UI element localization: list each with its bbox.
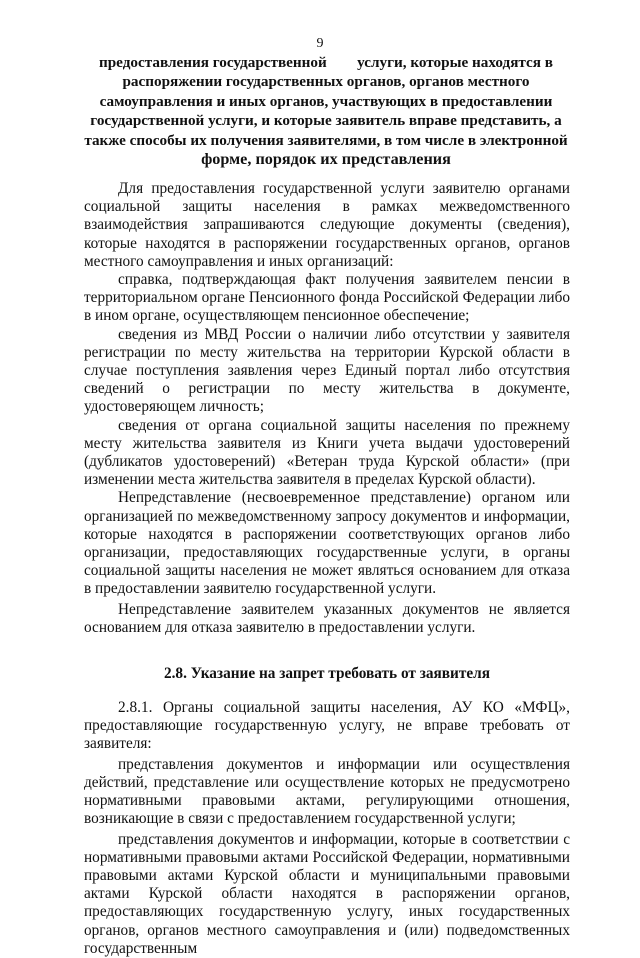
- paragraph: Непредставление заявителем указанных документов не является основанием для отказа заявителю в предоставлении услуги.: [84, 600, 570, 636]
- section-heading: [84, 53, 568, 169]
- paragraph: 2.8.1. Органы социальной защиты населения, АУ КО «МФЦ», предоставляющие государственную услугу, не вправе требовать от заявителя:: [84, 699, 570, 753]
- heading-line: предоставления государственной услуги, которые находятся в: [98, 54, 554, 71]
- page-number: 9: [316, 36, 324, 51]
- paragraph: Непредставление (несвоевременное представление) органом или организацией по межведомственному запросу документов и информации, которые находятся в распоряжении соответствующих органов либо организации, предоставляющих государственные услуги, в органы социальной защиты населения не может являться основанием для отказа в предоставлении заявителю государственной услуги.: [84, 489, 570, 598]
- paragraph: сведения от органа социальной защиты населения по прежнему месту жительства заявителя из Книги учета выдачи удостоверений (дубликатов удостоверений) «Ветеран труда Курской области» (при изменении места жительства заявителя в пределах Курской области).: [84, 416, 570, 489]
- heading-line: форме, порядок их представления: [201, 150, 451, 169]
- paragraph: Для предоставления государственной услуги заявителю органами социальной защиты населения в рамках межведомственного взаимодействия запрашиваются следующие документы (сведения), которые находятся в распоряжении государственных органов, органов местного самоуправления и иных организаций:: [84, 180, 570, 270]
- heading-line: государственной услуги, и которые заявитель вправе представить, а: [90, 112, 562, 130]
- heading-line: распоряжении государственных органов, органов местного: [122, 73, 530, 91]
- paragraph: представления документов и информации, которые в соответствии с нормативными правовыми актами Российской Федерации, нормативными правовыми актами Курской области и муниципальными правовыми актами Курской области находятся в распоряжении органов, предоставляющих государственную услугу, иных государственных органов, органов местного самоуправления и (или) подведомственных государственным: [84, 830, 570, 957]
- heading-line: самоуправления и иных органов, участвующих в предоставлении: [99, 92, 553, 110]
- paragraph: сведения из МВД России о наличии либо отсутствии у заявителя регистрации по месту жительства на территории Курской области в случае поступления заявления через Единый портал либо отсутствия сведений о регистрации по месту жительства в документе, удостоверяющем личность;: [84, 325, 570, 416]
- document-body: [84, 180, 570, 958]
- heading-line: также способы их получения заявителями, в том числе в электронной: [84, 131, 568, 149]
- paragraph: представления документов и информации или осуществления действий, представление или осуществление которых не предусмотрено нормативными правовыми актами, регулирующими отношения, возникающие в связи с предоставлением государственной услуги;: [84, 755, 570, 828]
- subsection-title: 2.8. Указание на запрет требовать от заявителя: [163, 665, 491, 683]
- paragraph: справка, подтверждающая факт получения заявителем пенсии в территориальном органе Пенсионного фонда Российской Федерации либо в ином органе, осуществляющем пенсионное обеспечение;: [84, 271, 570, 325]
